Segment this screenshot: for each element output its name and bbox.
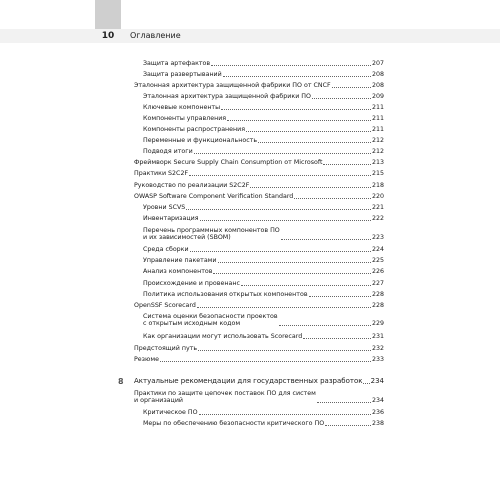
toc-entry[interactable] (134, 182, 384, 189)
dot-leader (197, 307, 371, 308)
toc-entry-page: 224 (371, 246, 384, 253)
toc-entry-title-line2: и организаций (134, 397, 183, 404)
toc-entry-title (143, 227, 280, 241)
dot-leader (325, 425, 371, 426)
toc-entry-page: 211 (371, 126, 384, 133)
toc-entry-title-line2: и их зависимостей (SBOM) (143, 234, 231, 241)
dot-leader (223, 76, 371, 77)
toc-entry[interactable] (143, 148, 384, 155)
toc-entry-title: Ключевые компоненты (143, 104, 221, 111)
toc-entry-title: Защита развертываний (143, 71, 222, 78)
dot-leader (279, 325, 371, 326)
toc-entry-title: OpenSSF Scorecard (134, 302, 196, 309)
dot-leader (312, 98, 371, 99)
toc-entry[interactable] (143, 93, 384, 100)
dot-leader (200, 220, 371, 221)
toc-entry-page: 218 (371, 182, 384, 189)
toc-entry-title: Управление пакетами (143, 257, 217, 264)
toc-entry-page: 213 (371, 159, 384, 166)
toc-entry-title: Как организации могут использовать Scorecard (143, 333, 303, 340)
toc-entry[interactable] (143, 268, 384, 275)
toc-entry-page: 209 (371, 93, 384, 100)
dot-leader (363, 383, 369, 384)
toc-entry-title-line1: Перечень программных компонентов ПО (143, 227, 280, 234)
toc-entry-page: 222 (371, 215, 384, 222)
running-header-title: Оглавление (130, 31, 181, 40)
dot-leader (281, 239, 371, 240)
chapter-number: 8 (118, 377, 124, 386)
toc-entry[interactable] (134, 390, 384, 404)
toc-entry[interactable] (143, 333, 384, 340)
toc-entry[interactable] (134, 170, 384, 177)
toc-entry[interactable] (134, 345, 384, 352)
toc-entry-title: Компоненты управления (143, 115, 227, 122)
toc-entry[interactable] (134, 302, 384, 309)
toc-entry-title (134, 390, 316, 404)
toc-entry[interactable] (143, 137, 384, 144)
toc-entry-title: OWASP Software Component Verification Standard (134, 193, 294, 200)
dot-leader (246, 131, 371, 132)
toc-entry-page: 225 (371, 257, 384, 264)
toc-entry[interactable] (143, 257, 384, 264)
toc-entry-page: 234 (371, 397, 384, 404)
toc-entry-title: Критическое ПО (143, 409, 198, 416)
toc-entry-title: Эталонная архитектура защищенной фабрики ПО от CNCF (134, 82, 331, 89)
dot-leader (199, 414, 371, 415)
dot-leader (309, 296, 371, 297)
dot-leader (258, 142, 371, 143)
toc-entry[interactable] (143, 291, 384, 298)
toc-entry[interactable] (143, 126, 384, 133)
toc-entry-title-line1: Практики по защите цепочек поставок ПО для систем (134, 390, 316, 397)
toc-entry-title: Подводя итоги (143, 148, 193, 155)
dot-leader (323, 164, 370, 165)
toc-entry-page: 211 (371, 115, 384, 122)
toc-entry-title-line2: с открытым исходным кодом (143, 320, 241, 327)
dot-leader (190, 251, 371, 252)
dot-leader (198, 350, 371, 351)
page-number: 10 (101, 31, 115, 41)
toc-entry-page: 236 (371, 409, 384, 416)
dot-leader (186, 209, 371, 210)
dot-leader (241, 285, 371, 286)
toc-entry-page: 220 (371, 193, 384, 200)
toc-entry[interactable] (143, 204, 384, 211)
toc-entry-title: Предстоящий путь (134, 345, 198, 352)
toc-entry[interactable] (143, 409, 384, 416)
toc-entry[interactable] (134, 159, 384, 166)
dot-leader (211, 65, 371, 66)
toc-chapter-entry[interactable] (134, 377, 384, 385)
dot-leader (160, 361, 371, 362)
toc-entry-title: Актуальные рекомендации для государственных разработок (134, 377, 363, 385)
toc-entry-page: 211 (371, 104, 384, 111)
toc-entry-page: 212 (371, 148, 384, 155)
dot-leader (294, 198, 371, 199)
toc-entry-page: 212 (371, 137, 384, 144)
toc-entry[interactable] (143, 71, 384, 78)
toc-entry[interactable] (143, 104, 384, 111)
toc-entry-title: Среда сборки (143, 246, 189, 253)
toc-entry-page: 207 (371, 60, 384, 67)
toc-entry[interactable] (143, 420, 384, 427)
toc-entry-page: 223 (371, 234, 384, 241)
toc-entry-page: 227 (371, 280, 384, 287)
toc-entry-title: Резюме (134, 356, 159, 363)
toc-entry-page: 229 (371, 320, 384, 327)
toc-entry[interactable] (143, 215, 384, 222)
toc-entry-page: 232 (371, 345, 384, 352)
toc-entry-title (143, 313, 278, 327)
dot-leader (332, 87, 371, 88)
toc-entry-title: Уровни SCVS (143, 204, 186, 211)
toc-entry-title: Руководство по реализации S2C2F (134, 182, 250, 189)
toc-entry-title: Компоненты распространения (143, 126, 246, 133)
dot-leader (250, 187, 371, 188)
toc-entry[interactable] (143, 227, 384, 241)
toc-entry-page: 221 (371, 204, 384, 211)
dot-leader (189, 175, 371, 176)
dot-leader (213, 273, 371, 274)
toc-entry-title: Эталонная архитектура защищенной фабрики ПО (143, 93, 311, 100)
dot-leader (317, 402, 371, 403)
toc-entry-title: Фреймворк Secure Supply Chain Consumption от Microsoft (134, 159, 323, 166)
dot-leader (194, 153, 371, 154)
toc-entry-page: 231 (371, 333, 384, 340)
dot-leader (218, 262, 371, 263)
toc-entry[interactable] (134, 193, 384, 200)
toc-entry-page: 215 (371, 170, 384, 177)
toc-entry-page: 233 (371, 356, 384, 363)
toc-entry-title: Анализ компонентов (143, 268, 213, 275)
dot-leader (227, 120, 371, 121)
toc-entry-title: Происхождение и провенанс (143, 280, 240, 287)
toc-entry-page: 238 (371, 420, 384, 427)
toc-entry-page: 228 (371, 302, 384, 309)
toc-entry-page: 226 (371, 268, 384, 275)
toc-entry-title: Практики S2C2F (134, 170, 189, 177)
toc-entry[interactable] (143, 313, 384, 327)
toc-entry[interactable] (143, 60, 384, 67)
toc-entry-page: 208 (371, 71, 384, 78)
toc-entry[interactable] (143, 115, 384, 122)
toc-entry-title: Защита артефактов (143, 60, 211, 67)
toc-entry[interactable] (143, 246, 384, 253)
toc-entry-page: 234 (370, 377, 384, 385)
dot-leader (221, 109, 371, 110)
toc-entry-page: 208 (371, 82, 384, 89)
toc-entry-title: Политика использования открытых компонентов (143, 291, 308, 298)
dot-leader (303, 338, 371, 339)
toc-entry-title: Переменные и функциональность (143, 137, 258, 144)
toc-entry[interactable] (134, 356, 384, 363)
toc-entry[interactable] (143, 280, 384, 287)
toc-entry-title-line1: Система оценки безопасности проектов (143, 313, 278, 320)
toc-entry-title: Меры по обеспечению безопасности критического ПО (143, 420, 325, 427)
toc-entry[interactable] (134, 82, 384, 89)
toc-entry-page: 228 (371, 291, 384, 298)
toc-entry-title: Инвентаризация (143, 215, 199, 222)
